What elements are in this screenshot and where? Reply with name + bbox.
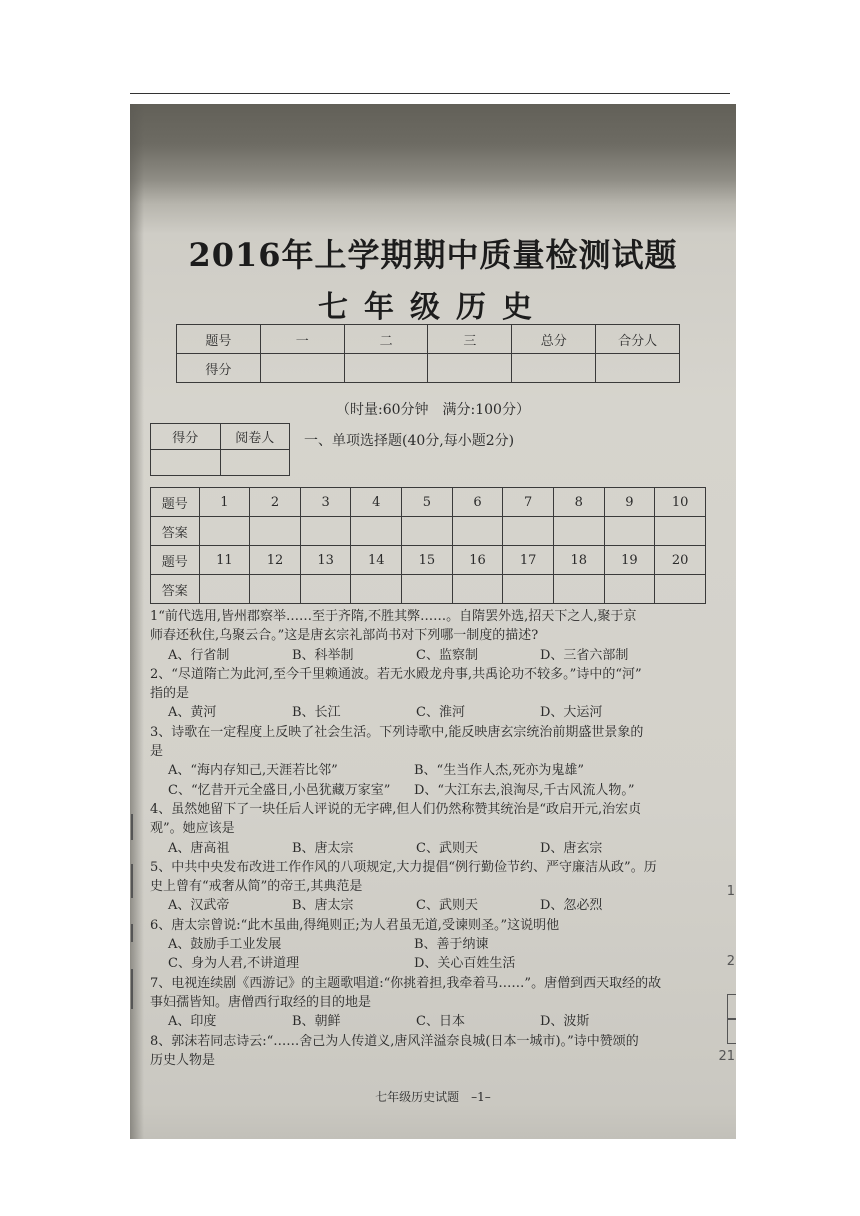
edge-fragment: 1 — [726, 884, 735, 899]
question-text-line: 7、电视连续剧《西游记》的主题歌唱道:“你挑着担,我牵着马……”。唐僧到西天取经的故 — [150, 975, 662, 991]
question-item — [150, 858, 706, 916]
score-row-label: 得分 — [177, 354, 261, 383]
option-b: B、长江 — [292, 705, 341, 721]
answer-blank-row — [151, 517, 706, 546]
answer-label: 答案 — [151, 575, 200, 604]
answer-blank-cell — [199, 575, 250, 604]
question-text-line: 6、唐太宗曾说:“此木虽曲,得绳则正;为人君虽无道,受谏则圣。”这说明他 — [150, 917, 560, 933]
option-d: D、忽必烈 — [540, 898, 603, 914]
option-a: A、印度 — [168, 1014, 217, 1030]
option-c: C、武则天 — [416, 840, 478, 856]
answer-blank-cell — [402, 517, 453, 546]
question-item — [150, 974, 706, 1032]
question-number-cell: 2 — [250, 488, 301, 517]
grader-blank-cell — [220, 450, 290, 476]
question-text-line: 2、“尽道隋亡为此河,至今千里赖通波。若无水殿龙舟事,共禹论功不较多。”诗中的“河” — [150, 666, 642, 682]
answer-blank-cell — [452, 575, 503, 604]
option-d: D、波斯 — [540, 1014, 590, 1030]
option-b: B、科举制 — [292, 647, 354, 663]
answer-blank-cell — [604, 517, 655, 546]
question-text-line: 是 — [150, 744, 164, 760]
option-a: A、汉武帝 — [168, 898, 230, 914]
option-row — [150, 954, 706, 973]
question-number-cell: 14 — [351, 546, 402, 575]
option-c: C、监察制 — [416, 647, 478, 663]
option-row — [150, 781, 706, 800]
answer-blank-cell — [503, 575, 554, 604]
edge-fragment: 2 — [726, 954, 735, 969]
question-text-line: 8、郭沫若同志诗云:“……舍己为人传道义,唐风洋溢奈良城(日本一城市)。”诗中赞颂的 — [150, 1033, 639, 1049]
edge-box — [727, 1018, 736, 1044]
exam-time-and-points: （时量:60分钟 满分:100分） — [336, 402, 530, 418]
question-number-cell: 7 — [503, 488, 554, 517]
option-a: A、唐高祖 — [168, 840, 230, 856]
grader-blank-cell — [151, 450, 221, 476]
answer-blank-cell — [655, 575, 706, 604]
top-rule — [130, 93, 730, 94]
answer-blank-cell — [402, 575, 453, 604]
question-number-cell: 10 — [655, 488, 706, 517]
grader-table — [150, 423, 290, 476]
question-item — [150, 800, 706, 858]
left-edge-marks — [130, 794, 138, 1024]
answer-blank-cell — [503, 517, 554, 546]
option-row — [150, 1012, 706, 1031]
exam-paper-photo — [130, 104, 736, 1139]
score-table-header-row — [177, 325, 680, 354]
page-footer: 七年级历史试题 –1– — [375, 1090, 491, 1104]
option-d: D、“大江东去,浪淘尽,千古风流人物。” — [414, 782, 635, 798]
question-text-line: 5、中共中央发布改进工作作风的八项规定,大力提倡“例行勤俭节约、严守廉洁从政”。历 — [150, 859, 657, 875]
answer-blank-row — [151, 575, 706, 604]
option-row — [150, 703, 706, 722]
question-number-cell: 1 — [199, 488, 250, 517]
option-b: B、善于纳谏 — [414, 937, 489, 953]
answer-blank-cell — [351, 575, 402, 604]
answer-number-label: 题号 — [151, 488, 200, 517]
edge-fragment: 21 — [718, 1049, 735, 1064]
question-number-cell: 16 — [452, 546, 503, 575]
question-text-line: 观”。她应该是 — [150, 821, 235, 837]
answer-label: 答案 — [151, 517, 200, 546]
option-a: A、鼓励手工业发展 — [168, 937, 282, 953]
question-number-cell: 19 — [604, 546, 655, 575]
option-c: C、日本 — [416, 1014, 465, 1030]
score-header-cell: 题号 — [177, 325, 261, 354]
grader-header-score: 得分 — [151, 424, 221, 450]
question-text-line: 历史人物是 — [150, 1052, 216, 1068]
question-number-cell: 5 — [402, 488, 453, 517]
score-blank-cell — [596, 354, 680, 383]
answer-blank-cell — [300, 517, 351, 546]
answer-blank-cell — [250, 575, 301, 604]
score-header-cell: 一 — [260, 325, 344, 354]
answer-number-label: 题号 — [151, 546, 200, 575]
score-blank-cell — [428, 354, 512, 383]
answer-number-row — [151, 488, 706, 517]
section-heading: 一、单项选择题(40分,每小题2分) — [304, 433, 515, 449]
answer-blank-cell — [351, 517, 402, 546]
question-text-line: 4、虽然她留下了一块任后人评说的无字碑,但人们仍然称赞其统治是“政启开元,治宏贞 — [150, 801, 642, 817]
question-text-line: 事妇孺皆知。唐僧西行取经的目的地是 — [150, 994, 372, 1010]
score-summary-table — [176, 324, 680, 383]
answer-number-row — [151, 546, 706, 575]
question-text-line: 史上曾有“戒奢从简”的帝王,其典范是 — [150, 879, 363, 895]
answer-blank-cell — [553, 517, 604, 546]
exam-title: 2016年上学期期中质量检测试题 — [188, 236, 678, 274]
question-number-cell: 13 — [300, 546, 351, 575]
question-item — [150, 916, 706, 974]
answer-blank-cell — [199, 517, 250, 546]
question-text-line: 师春还秋住,乌聚云合。”这是唐玄宗礼部尚书对下列哪一制度的描述? — [150, 628, 539, 644]
question-number-cell: 12 — [250, 546, 301, 575]
score-header-cell: 三 — [428, 325, 512, 354]
answer-blank-cell — [655, 517, 706, 546]
question-number-cell: 20 — [655, 546, 706, 575]
question-number-cell: 11 — [199, 546, 250, 575]
question-number-cell: 8 — [553, 488, 604, 517]
exam-subtitle: 七年级历史 — [318, 290, 548, 325]
option-a: A、行省制 — [168, 647, 230, 663]
question-text-line: 3、诗歌在一定程度上反映了社会生活。下列诗歌中,能反映唐玄宗统治前期盛世景象的 — [150, 724, 644, 740]
score-header-cell: 合分人 — [596, 325, 680, 354]
score-table-score-row — [177, 354, 680, 383]
option-b: B、唐太宗 — [292, 840, 354, 856]
score-blank-cell — [512, 354, 596, 383]
question-number-cell: 3 — [300, 488, 351, 517]
grader-header-reviewer: 阅卷人 — [220, 424, 290, 450]
option-c: C、淮河 — [416, 705, 465, 721]
question-item — [150, 1032, 706, 1071]
option-c: C、身为人君,不讲道理 — [168, 956, 300, 972]
answer-blank-cell — [604, 575, 655, 604]
question-number-cell: 18 — [553, 546, 604, 575]
option-c: C、武则天 — [416, 898, 478, 914]
option-d: D、关心百姓生活 — [414, 956, 516, 972]
question-item — [150, 665, 706, 723]
option-row — [150, 935, 706, 954]
question-number-cell: 17 — [503, 546, 554, 575]
option-row — [150, 839, 706, 858]
score-header-cell: 二 — [344, 325, 428, 354]
option-row — [150, 761, 706, 780]
option-a: A、“海内存知己,天涯若比邻” — [168, 763, 338, 779]
option-c: C、“忆昔开元全盛日,小邑犹藏万家室” — [168, 782, 391, 798]
question-text-line: 1“前代选用,皆州郡察举……至于齐隋,不胜其弊……。自隋罢外选,招天下之人,聚于京 — [150, 609, 637, 624]
option-d: D、大运河 — [540, 705, 603, 721]
option-row — [150, 646, 706, 665]
score-header-cell: 总分 — [512, 325, 596, 354]
question-number-cell: 4 — [351, 488, 402, 517]
option-d: D、唐玄宗 — [540, 840, 603, 856]
question-text-line: 指的是 — [150, 686, 190, 702]
question-number-cell: 6 — [452, 488, 503, 517]
option-d: D、三省六部制 — [540, 647, 629, 663]
answer-grid — [150, 487, 706, 604]
answer-blank-cell — [250, 517, 301, 546]
score-blank-cell — [344, 354, 428, 383]
answer-blank-cell — [452, 517, 503, 546]
option-b: B、朝鲜 — [292, 1014, 341, 1030]
score-blank-cell — [260, 354, 344, 383]
answer-blank-cell — [300, 575, 351, 604]
option-b: B、唐太宗 — [292, 898, 354, 914]
option-a: A、黄河 — [168, 705, 217, 721]
question-item — [150, 723, 706, 800]
question-number-cell: 9 — [604, 488, 655, 517]
option-b: B、“生当作人杰,死亦为鬼雄” — [414, 763, 584, 779]
question-item — [150, 607, 706, 665]
question-list — [150, 607, 706, 1070]
option-row — [150, 896, 706, 915]
answer-blank-cell — [553, 575, 604, 604]
adjacent-page-edge — [718, 754, 736, 1134]
edge-box — [727, 994, 736, 1020]
question-number-cell: 15 — [402, 546, 453, 575]
